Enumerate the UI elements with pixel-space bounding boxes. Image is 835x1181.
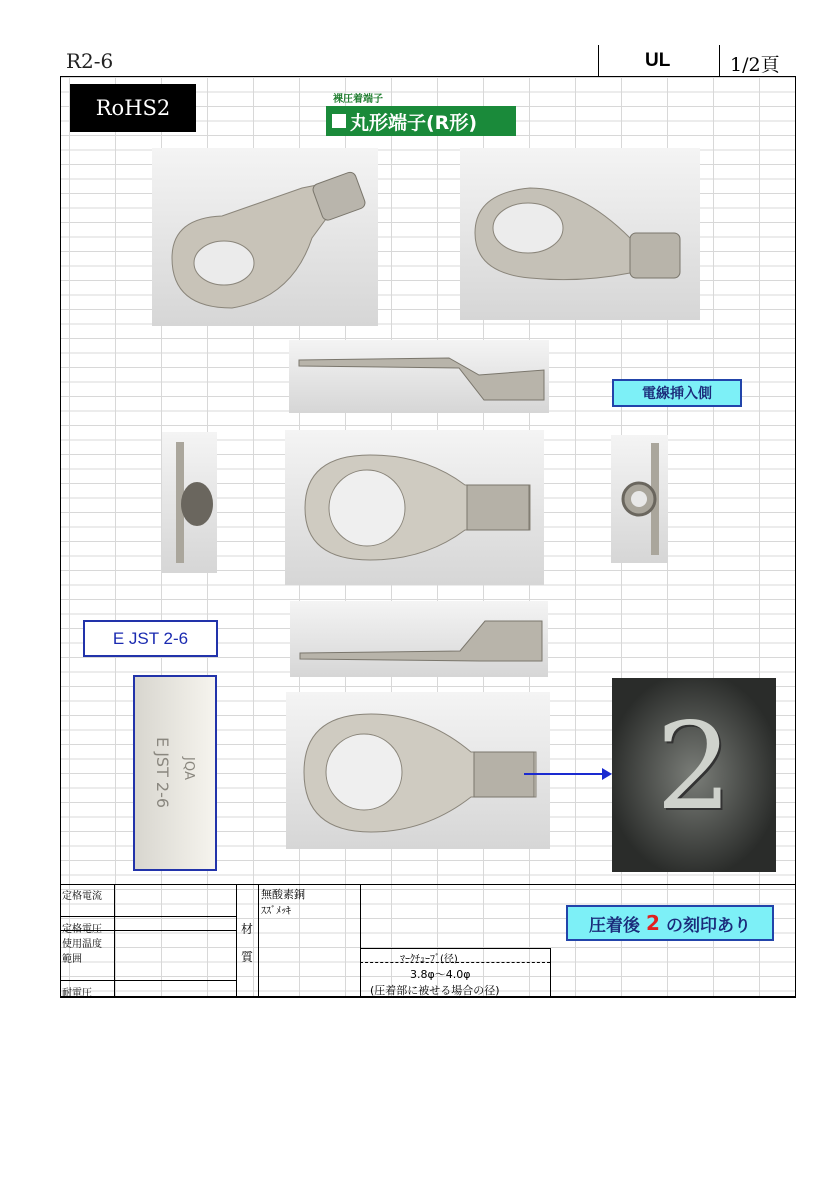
wire-insertion-label: 電線挿入側 <box>612 379 742 407</box>
part-code: R2-6 <box>66 49 114 73</box>
table-rule <box>360 884 361 996</box>
tube-value: 3.8φ～4.0φ <box>410 968 471 981</box>
marking-closeup-photo <box>133 675 217 871</box>
pointer-arrow <box>522 764 614 784</box>
crimp-stamp-note <box>566 905 774 941</box>
ring-terminal-image <box>152 148 378 326</box>
category-label: 裸圧着端子 <box>333 94 383 105</box>
page-number: 1/2頁 <box>730 54 780 76</box>
material-label: 材 <box>241 922 254 936</box>
tube-note: (圧着部に被せる場合の径) <box>370 984 500 997</box>
marking-text: E JST 2-6 <box>83 620 218 657</box>
svg-text:JQA: JQA <box>181 757 196 780</box>
product-title-text: 丸形端子(R形) <box>350 111 477 134</box>
ring-terminal-image <box>289 340 549 413</box>
material-label-2: 質 <box>241 950 254 964</box>
temperature-label-2: 範囲 <box>62 954 82 965</box>
ring-terminal-image <box>460 148 700 320</box>
crimp-note-digit: 2 <box>646 911 660 935</box>
header-divider <box>719 45 720 77</box>
spec-table <box>60 884 796 998</box>
rated-voltage-label: 定格電圧 <box>62 924 102 935</box>
table-rule <box>60 884 796 885</box>
header-bar <box>60 45 796 77</box>
table-rule <box>258 884 259 996</box>
rohs-badge: RoHS2 <box>70 84 196 132</box>
material-value: 無酸素銅 <box>261 888 305 901</box>
rated-current-label: 定格電流 <box>62 891 102 902</box>
plating-value: ｽｽﾞﾒｯｷ <box>261 906 291 917</box>
crimp-note-prefix: 圧着後 <box>589 915 641 936</box>
ring-terminal-image <box>162 432 217 573</box>
marking-closeup-image <box>135 677 215 869</box>
svg-text:E JST 2-6: E JST 2-6 <box>153 737 172 809</box>
tube-label: ﾏｰｸﾁｭｰﾌﾞ(径) <box>400 954 458 965</box>
table-rule <box>550 948 551 996</box>
ring-terminal-image <box>290 601 548 677</box>
header-divider <box>598 45 599 77</box>
stamp-digit: 2 <box>655 698 733 837</box>
temperature-label: 使用温度 <box>62 939 102 950</box>
ring-terminal-image <box>611 435 668 563</box>
table-rule <box>360 948 550 949</box>
crimp-note-suffix: の刻印あり <box>665 915 751 936</box>
standard-label: UL <box>645 50 671 71</box>
table-rule <box>60 980 236 981</box>
terminal-photo-marked <box>286 692 550 849</box>
ring-terminal-image <box>286 692 550 849</box>
product-title <box>326 106 516 136</box>
terminal-photo-side-top <box>289 340 549 413</box>
square-icon <box>332 114 346 128</box>
terminal-photo-top <box>285 430 544 585</box>
table-rule <box>60 916 236 917</box>
ring-terminal-image <box>285 430 544 585</box>
withstand-voltage-label: 耐電圧 <box>62 988 92 999</box>
terminal-photo-angle-right <box>460 148 700 320</box>
stamp-closeup-photo <box>612 678 776 872</box>
table-rule <box>236 884 237 996</box>
terminal-photo-side-bottom <box>290 601 548 677</box>
terminal-photo-angle-left <box>152 148 378 326</box>
terminal-photo-edge-left <box>162 432 217 573</box>
terminal-photo-edge-right <box>611 435 668 563</box>
